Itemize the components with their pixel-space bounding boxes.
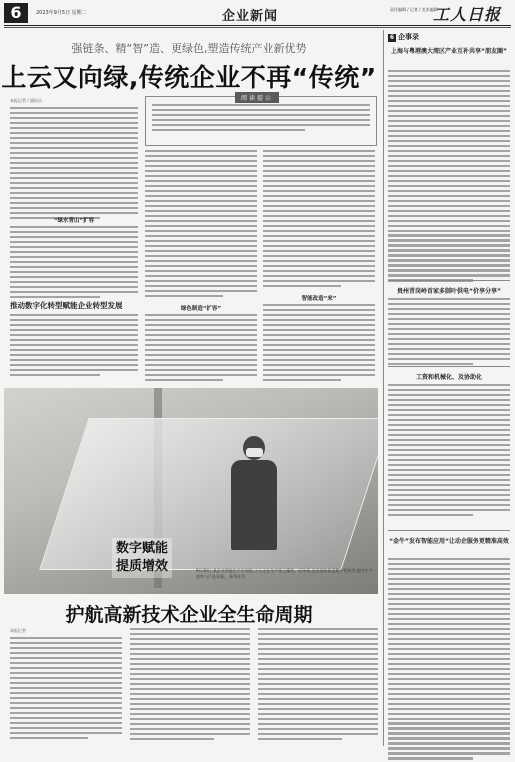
photo-title-line-1: 数字赋能 [116, 541, 169, 556]
sidebar-column [383, 30, 512, 746]
factory-photo [4, 388, 378, 594]
sidebar-headline-3: 工资和机械化、及协助化 [415, 374, 482, 381]
main-subheadline: 强链条、精“智”造、更绿色,塑造传统产业新优势 [71, 42, 307, 55]
main-article-col-2 [145, 150, 257, 300]
sidebar-headline-4: “金牛”发布智能应用“让动企服务更精准高效 [389, 538, 509, 545]
bottom-col-2 [130, 628, 250, 743]
bottom-col-1 [10, 628, 122, 742]
bottom-col-3 [258, 628, 378, 743]
header-rule [4, 25, 511, 26]
sidebar-divider-1 [388, 280, 510, 281]
sidebar-tag-number: 6 [389, 34, 395, 41]
sidebar-headline-1: 上海与粤港澳大湾区产业互补共享“朋友圈” [391, 48, 507, 55]
sidebar-divider-3 [388, 530, 510, 531]
reading-guide-text [152, 104, 370, 134]
main-article-col-3 [263, 150, 375, 290]
sidebar-tag [388, 32, 419, 42]
main-headline: 上云又向绿,传统企业不再“传统” [1, 63, 377, 92]
bottom-byline: 本报记者 [10, 628, 26, 633]
page-number: 6 [4, 3, 28, 23]
mid-article-body [10, 314, 138, 379]
subtitle-smart: 智能改造“来” [301, 296, 337, 302]
sidebar-article-4 [388, 558, 510, 762]
main-article-col-2b [145, 314, 257, 384]
main-article-col-1b [10, 226, 138, 301]
subtitle-manufacturing: 绿色制造“扩容” [180, 306, 222, 312]
main-article-col-1 [10, 98, 138, 222]
photo-caption: 9月30日,某企业智能生产车间里,工人正在生产线上操作。近年来,企业加快推进数字化转型,提升生产效率与产品质量。 新华社发 [196, 568, 373, 579]
issue-date: 2023年9月5日 星期二 [36, 10, 87, 16]
page-header [0, 0, 515, 26]
reading-guide-tag: 阅读提示 [235, 92, 279, 103]
main-byline: 本报记者 / 通讯员 [10, 98, 42, 103]
sidebar-article-1 [388, 70, 510, 284]
photo-overlay-title [112, 538, 172, 578]
photo-worker [229, 436, 277, 556]
main-article-col-3b [263, 304, 375, 384]
bottom-headline: 护航高新技术企业全生命周期 [65, 604, 313, 626]
photo-title-line-2: 提质增效 [116, 559, 169, 574]
header-rule-thin [4, 27, 511, 28]
sidebar-tag-label: 企事录 [398, 33, 419, 41]
reading-guide-box [145, 96, 377, 146]
editor-credits: 责任编辑 / 记者 / 美术编辑 [390, 7, 438, 12]
mid-article-headline: 推动数字化转型赋能企业转型发展 [10, 301, 123, 310]
subtitle-green: “绿水青山”扩容 [53, 218, 95, 224]
section-title: 企业新闻 [222, 9, 279, 24]
sidebar-headline-2: 贵州青岗岭首家多制叶供电“价享分享” [397, 288, 501, 295]
masthead-logo: 工人日报 [433, 5, 502, 24]
photo-glass-panel [39, 418, 378, 570]
sidebar-divider-2 [388, 366, 510, 367]
sidebar-article-2 [388, 298, 510, 368]
sidebar-article-3 [388, 384, 510, 519]
